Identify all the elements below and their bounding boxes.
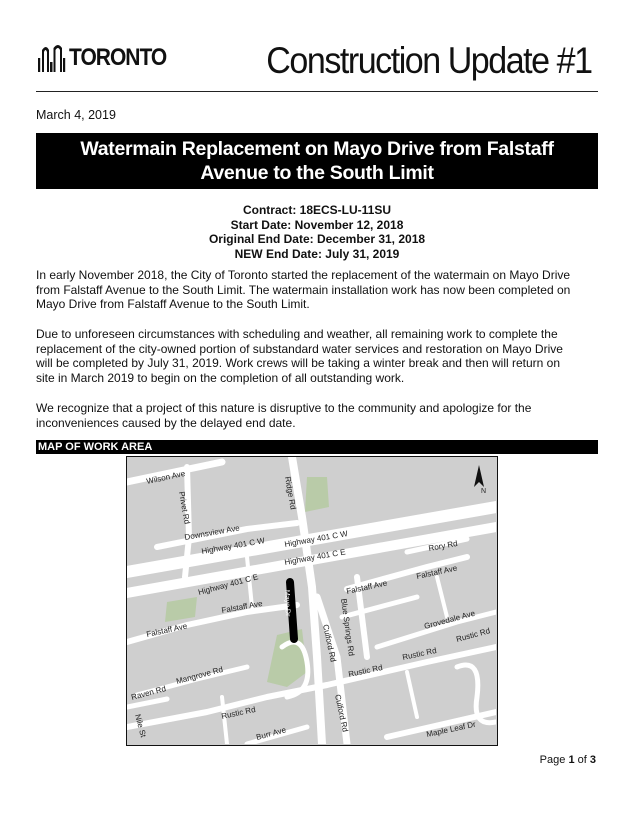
map-label: Falstaff Ave bbox=[415, 563, 459, 581]
header-divider bbox=[36, 91, 598, 92]
map-label: Rustic Rd bbox=[347, 662, 384, 679]
paragraph-apology bbox=[36, 401, 602, 430]
map-label: Falstaff Ave bbox=[220, 598, 264, 615]
north-arrow-icon bbox=[474, 465, 486, 495]
map-label: Rory Rd bbox=[427, 539, 459, 553]
project-title-line-1: Watermain Replacement on Mayo Drive from Falstaff bbox=[80, 138, 554, 160]
svg-text:N: N bbox=[481, 488, 487, 495]
map-label: Burr Ave bbox=[255, 725, 288, 742]
start-date: Start Date: November 12, 2018 bbox=[230, 217, 404, 232]
paragraph-line: In early November 2018, the City of Toronto started the replacement of the watermain on Mayo Drive bbox=[36, 268, 571, 282]
paragraph-line: Due to unforeseen circumstances with scheduling and weather, all remaining work to complete the bbox=[36, 327, 558, 341]
map-label: Mangrove Rd bbox=[175, 664, 224, 686]
page-total: 3 bbox=[589, 754, 596, 766]
map-label: Maple Leaf Dr bbox=[425, 719, 477, 739]
map-label: Rustic Rd bbox=[401, 645, 438, 662]
page-of: of bbox=[577, 754, 587, 766]
map-label: Rustic Rd bbox=[220, 704, 257, 721]
map-label: Highway 401 C W bbox=[283, 528, 349, 549]
paragraph-line: inconveniences caused by the delayed end date. bbox=[36, 415, 296, 430]
new-end-date: NEW End Date: July 31, 2019 bbox=[234, 246, 400, 261]
notice-date: March 4, 2019 bbox=[36, 108, 116, 122]
city-hall-logo-icon bbox=[36, 42, 66, 72]
work-area-map bbox=[126, 456, 498, 746]
map-label: Highway 401 C W bbox=[200, 535, 266, 556]
park-area bbox=[267, 629, 307, 687]
map-label: Falstaff Ave bbox=[345, 578, 389, 596]
logo-wordmark: TORONTO bbox=[69, 44, 167, 71]
map-label: Culford Rd bbox=[333, 693, 350, 733]
update-title: Construction Update #1 bbox=[266, 40, 592, 81]
page-indicator bbox=[540, 754, 596, 766]
park-area bbox=[165, 597, 197, 622]
map-label: Downsview Ave bbox=[183, 523, 241, 542]
project-title-banner bbox=[36, 133, 598, 189]
map-section-heading: MAP OF WORK AREA bbox=[36, 440, 598, 454]
paragraph-line: from Falstaff Avenue to the South Limit. The watermain installation work has now been completed on bbox=[36, 282, 571, 297]
paragraph-line: replacement of the city-owned portion of substandard water services and restoration on Mayo Drive bbox=[36, 341, 563, 356]
page-current: 1 bbox=[568, 754, 575, 766]
map-label: Highway 401 C E bbox=[283, 547, 347, 567]
paragraph-progress bbox=[36, 268, 602, 312]
map-label: Grovedale Ave bbox=[423, 608, 477, 631]
map-label: Falstaff Ave bbox=[145, 621, 189, 639]
park-area bbox=[305, 477, 329, 512]
map-label: Rustic Rd bbox=[455, 626, 492, 644]
map-label: Nile St bbox=[133, 713, 148, 739]
contract-number: Contract: 18ECS-LU-11SU bbox=[242, 203, 392, 217]
map-label: Blue Springs Rd bbox=[339, 598, 356, 657]
map-label: Culford Rd bbox=[321, 623, 338, 663]
project-title-line-2: Avenue to the South Limit bbox=[200, 162, 434, 184]
paragraph-line: site in March 2019 to begin on the completion of all outstanding work. bbox=[36, 370, 405, 385]
paragraph-delay bbox=[36, 327, 602, 385]
map-label: Raven Rd bbox=[130, 684, 167, 702]
contract-facts bbox=[36, 203, 598, 261]
map-label: Privet Rd bbox=[177, 490, 192, 525]
page-prefix: Page bbox=[539, 754, 566, 766]
page-header bbox=[36, 30, 596, 90]
original-end-date: Original End Date: December 31, 2018 bbox=[208, 232, 426, 246]
map-label: Highway 401 C E bbox=[197, 572, 260, 597]
map-label-mayo: Mayo Dr bbox=[283, 589, 291, 617]
paragraph-line: We recognize that a project of this nature is disruptive to the community and apologize for the bbox=[36, 401, 532, 415]
paragraph-line: will be completed by July 31, 2019. Work crews will be taking a winter break and then will return on bbox=[36, 356, 561, 371]
street-map bbox=[127, 457, 496, 744]
map-label: Wilson Ave bbox=[145, 468, 186, 486]
paragraph-line: Mayo Drive from Falstaff Avenue to the South Limit. bbox=[36, 297, 310, 312]
map-label: Ridge Rd bbox=[283, 475, 298, 511]
toronto-logo bbox=[36, 42, 166, 72]
